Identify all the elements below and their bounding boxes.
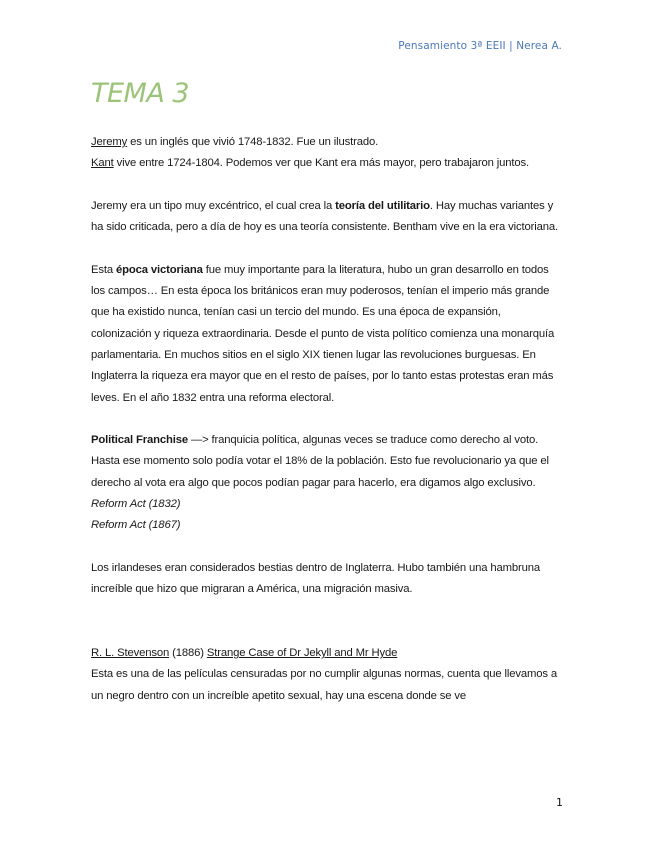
text: Jeremy era un tipo muy excéntrico, el cual crea la xyxy=(91,199,336,212)
paragraph-kant xyxy=(91,153,561,174)
document-body xyxy=(91,132,561,707)
text: Esta xyxy=(91,263,116,276)
page-header: Pensamiento 3ª EEII | Nerea A. xyxy=(398,40,562,52)
reform-act-1867: Reform Act (1867) xyxy=(91,519,181,532)
term-utilitario: teoría del utilitario xyxy=(335,199,430,212)
term-epoca-victoriana: época victoriana xyxy=(116,263,203,276)
work-title: Strange Case of Dr Jekyll and Mr Hyde xyxy=(206,647,398,660)
paragraph-utilitario xyxy=(91,196,561,239)
term-political-franchise: Political Franchise xyxy=(91,434,188,447)
paragraph-franchise xyxy=(91,430,561,494)
name-kant: Kant xyxy=(91,157,114,170)
paragraph-stevenson: Esta es una de las películas censuradas por no cumplir algunas normas, cuenta que llevamos a un negro dentro con un increíble apetito sexual, hay una escena donde se ve xyxy=(91,668,557,702)
author-stevenson: R. L. Stevenson xyxy=(91,647,170,660)
paragraph-irlandeses: Los irlandeses eran considerados bestias dentro de Inglaterra. Hubo también una hambruna increíble que hizo que migraran a América, una migración masiva. xyxy=(91,561,541,596)
page-number: 1 xyxy=(556,796,563,809)
text: fue muy importante para la literatura, hubo un gran desarrollo en todos los campos… En esta época los británicos eran muy poderosos, tenían el imperio más grande que ha existido nunca, tenían casi un tercio del mundo. Es una época de expansión, colonización y riqueza extraordinaria. Desde el punto de vista político comienza una monarquía parlamentaria. En muchos sitios en el siglo XIX tienen lugar las revoluciones burguesas. En Inglaterra la riqueza era mayor que en el resto de países, por lo tanto estas protestas eran más leves. En el año 1832 entra una reforma electoral. xyxy=(91,263,555,404)
text: es un inglés que vivió 1748-1832. Fue un ilustrado. xyxy=(127,136,379,148)
paragraph-victoriana xyxy=(91,260,561,409)
page-title: TEMA 3 xyxy=(91,78,190,109)
year: (1886) xyxy=(169,647,207,660)
reform-act-1832: Reform Act (1832) xyxy=(91,498,181,511)
paragraph-jeremy xyxy=(91,132,561,153)
text: —> franquicia política, algunas veces se traduce como derecho al voto. Hasta ese momento solo podía votar el 18% de la población. Esto fue revolucionario ya que el derecho al vota era algo que pocos podían pagar para hacerlo, era digamos algo exclusivo. xyxy=(91,434,549,489)
name-jeremy: Jeremy xyxy=(91,136,128,148)
text: vive entre 1724-1804. Podemos ver que Kant era más mayor, pero trabajaron juntos. xyxy=(113,157,529,170)
paragraph-stevenson-heading xyxy=(91,643,561,664)
text: . Hay muchas variantes y ha sido criticada, pero a día de hoy es una teoría consistente. Bentham vive en la era victoriana. xyxy=(91,199,558,234)
